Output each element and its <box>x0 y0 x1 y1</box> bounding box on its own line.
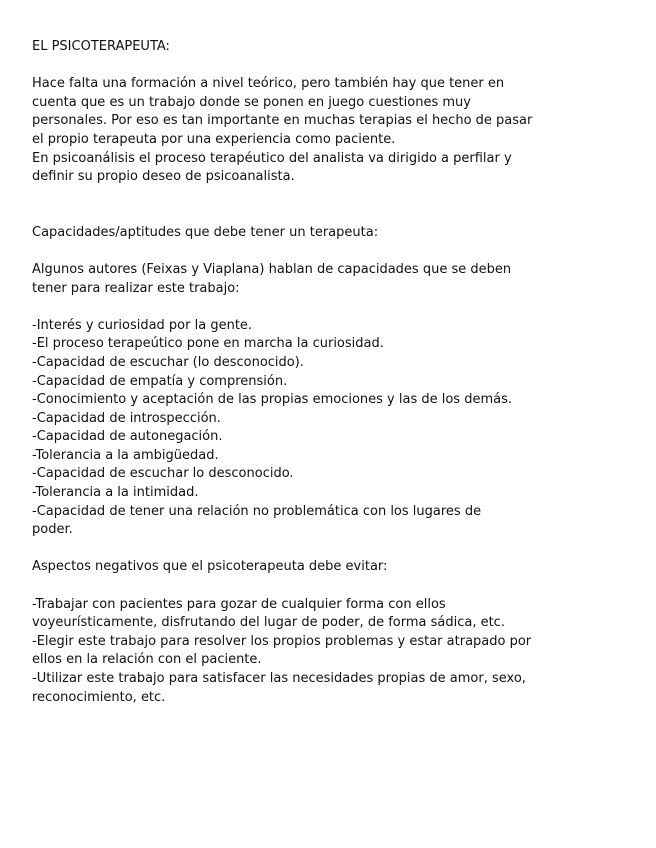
capacities-intro <box>32 261 632 298</box>
text-line: definir su propio deseo de psicoanalista. <box>32 169 295 185</box>
list-item: -Tolerancia a la intimidad. <box>32 485 199 501</box>
text-line: el propio terapeuta por una experiencia como paciente. <box>32 131 396 147</box>
list-item: voyeurísticamente, disfrutando del lugar de poder, de forma sádica, etc. <box>32 615 505 631</box>
list-item: -Capacidad de introspección. <box>32 410 221 426</box>
list-item: -Utilizar este trabajo para satisfacer las necesidades propias de amor, sexo, <box>32 671 526 686</box>
spacer <box>32 577 632 596</box>
document-page <box>32 38 632 707</box>
text-line: personales. Por eso es tan importante en muchas terapias el hecho de pasar <box>32 113 533 129</box>
list-item: -Interés y curiosidad por la gente. <box>32 317 253 333</box>
negative-list <box>32 596 632 708</box>
capacities-heading: Capacidades/aptitudes que debe tener un terapeuta: <box>32 224 379 240</box>
spacer <box>32 187 632 224</box>
list-item: ellos en la relación con el paciente. <box>32 652 262 668</box>
list-item: -Capacidad de escuchar lo desconocido. <box>32 466 294 482</box>
list-item: -Capacidad de tener una relación no problemática con los lugares de <box>32 503 482 519</box>
spacer <box>32 540 632 559</box>
list-item: -Conocimiento y aceptación de las propias emociones y las de los demás. <box>32 392 512 408</box>
capacities-list <box>32 317 632 540</box>
list-item: poder. <box>32 522 73 538</box>
text-line: En psicoanálisis el proceso terapéutico del analista va dirigido a perfilar y <box>32 150 512 166</box>
text-line: Algunos autores (Feixas y Viaplana) hablan de capacidades que se deben <box>32 261 512 277</box>
list-item: -El proceso terapeútico pone en marcha la curiosidad. <box>32 336 384 352</box>
list-item: reconocimiento, etc. <box>32 689 166 705</box>
list-item: -Trabajar con pacientes para gozar de cualquier forma con ellos <box>32 596 446 612</box>
negative-heading: Aspectos negativos que el psicoterapeuta debe evitar: <box>32 559 388 575</box>
list-item: -Elegir este trabajo para resolver los propios problemas y estar atrapado por <box>32 633 532 649</box>
list-item: -Tolerancia a la ambigüedad. <box>32 447 219 463</box>
list-item: -Capacidad de autonegación. <box>32 429 223 445</box>
spacer <box>32 242 632 261</box>
spacer <box>32 57 632 76</box>
text-line: tener para realizar este trabajo: <box>32 280 240 296</box>
text-line: cuenta que es un trabajo donde se ponen en juego cuestiones muy <box>32 94 471 110</box>
list-item: -Capacidad de escuchar (lo desconocido). <box>32 354 304 370</box>
list-item: -Capacidad de empatía y comprensión. <box>32 373 288 389</box>
intro-paragraph <box>32 75 632 187</box>
spacer <box>32 298 632 317</box>
document-title: EL PSICOTERAPEUTA: <box>32 39 170 54</box>
text-line: Hace falta una formación a nivel teórico, pero también hay que tener en <box>32 76 505 92</box>
